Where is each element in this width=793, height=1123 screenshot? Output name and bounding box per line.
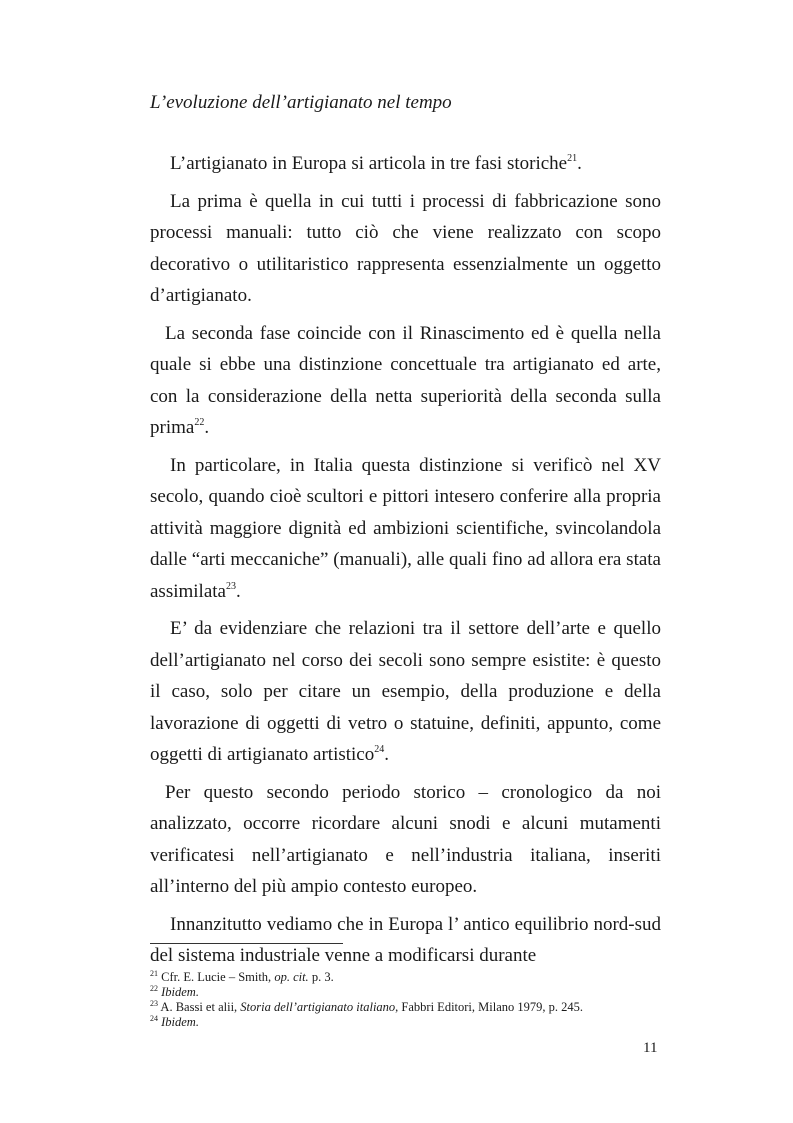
chapter-header: L’evoluzione dell’artigianato nel tempo — [150, 92, 452, 113]
paragraph-7: Innanzitutto vediamo che in Europa l’ antico equilibrio nord-sud del sistema industriale venne a modificarsi durante — [150, 913, 661, 966]
footnote-21: $^{21}$ Cfr. E. Lucie – Smith, op. cit. p. 3. — [150, 969, 334, 984]
footnotes — [150, 970, 670, 1030]
body-text — [150, 148, 661, 978]
paragraph-2: La prima è quella in cui tutti i processi di fabbricazione sono processi manuali: tutto ciò che viene realizzato con scopo decorativo o utilitaristico rappresenta essenzialmente un oggetto d’artigianato. — [150, 190, 661, 306]
footnote-24: $^{24}$ Ibidem. — [150, 1014, 199, 1029]
paragraph-3: La seconda fase coincide con il Rinascimento ed è quella nella quale si ebbe una distinzione concettuale tra artigianato ed arte, con la considerazione della netta superiorità della seconda sulla prima$^{22}$. — [150, 322, 661, 438]
footnote-23: $^{23}$ A. Bassi et alii, Storia dell’artigianato italiano, Fabbri Editori, Milano 1979, p. 245. — [150, 999, 584, 1014]
footnote-ref-22[interactable]: 22 — [194, 417, 205, 428]
footnote-22: $^{22}$ Ibidem. — [150, 984, 199, 999]
footnote-ref-24[interactable]: 24 — [374, 744, 385, 755]
paragraph-6: Per questo secondo periodo storico – cronologico da noi analizzato, occorre ricordare alcuni snodi e alcuni mutamenti verificatesi nell’artigianato e nell’industria italiana, inseriti all’interno del più ampio contesto europeo. — [150, 781, 661, 897]
footnote-ref-23[interactable]: 23 — [225, 580, 236, 592]
paragraph-1: L’artigianato in Europa si articola in tre fasi storiche$^{21}$. — [170, 153, 582, 174]
paragraph-5: E’ da evidenziare che relazioni tra il settore dell’arte e quello dell’artigianato nel corso dei secoli sono sempre esistite: è questo il caso, solo per citare un esempio, della produzione e della lavorazione di oggetti di vetro o statuine, definiti, appunto, come oggetti di artigianato artistico$^{24}$. — [150, 618, 661, 765]
footnote-ref-21[interactable]: 21 — [567, 153, 578, 164]
paragraph-4: In particolare, in Italia questa distinzione si verificò nel XV secolo, quando cioè scultori e pittori intesero conferire alla propria attività maggiore dignità ed ambizioni scientifiche, svincolandola dalle “arti meccaniche” (manuali), alle quali fino ad allora era stata assimilata$^{23}$. — [150, 454, 661, 602]
footnote-divider — [150, 943, 343, 944]
page-number: 11 — [643, 1040, 658, 1056]
